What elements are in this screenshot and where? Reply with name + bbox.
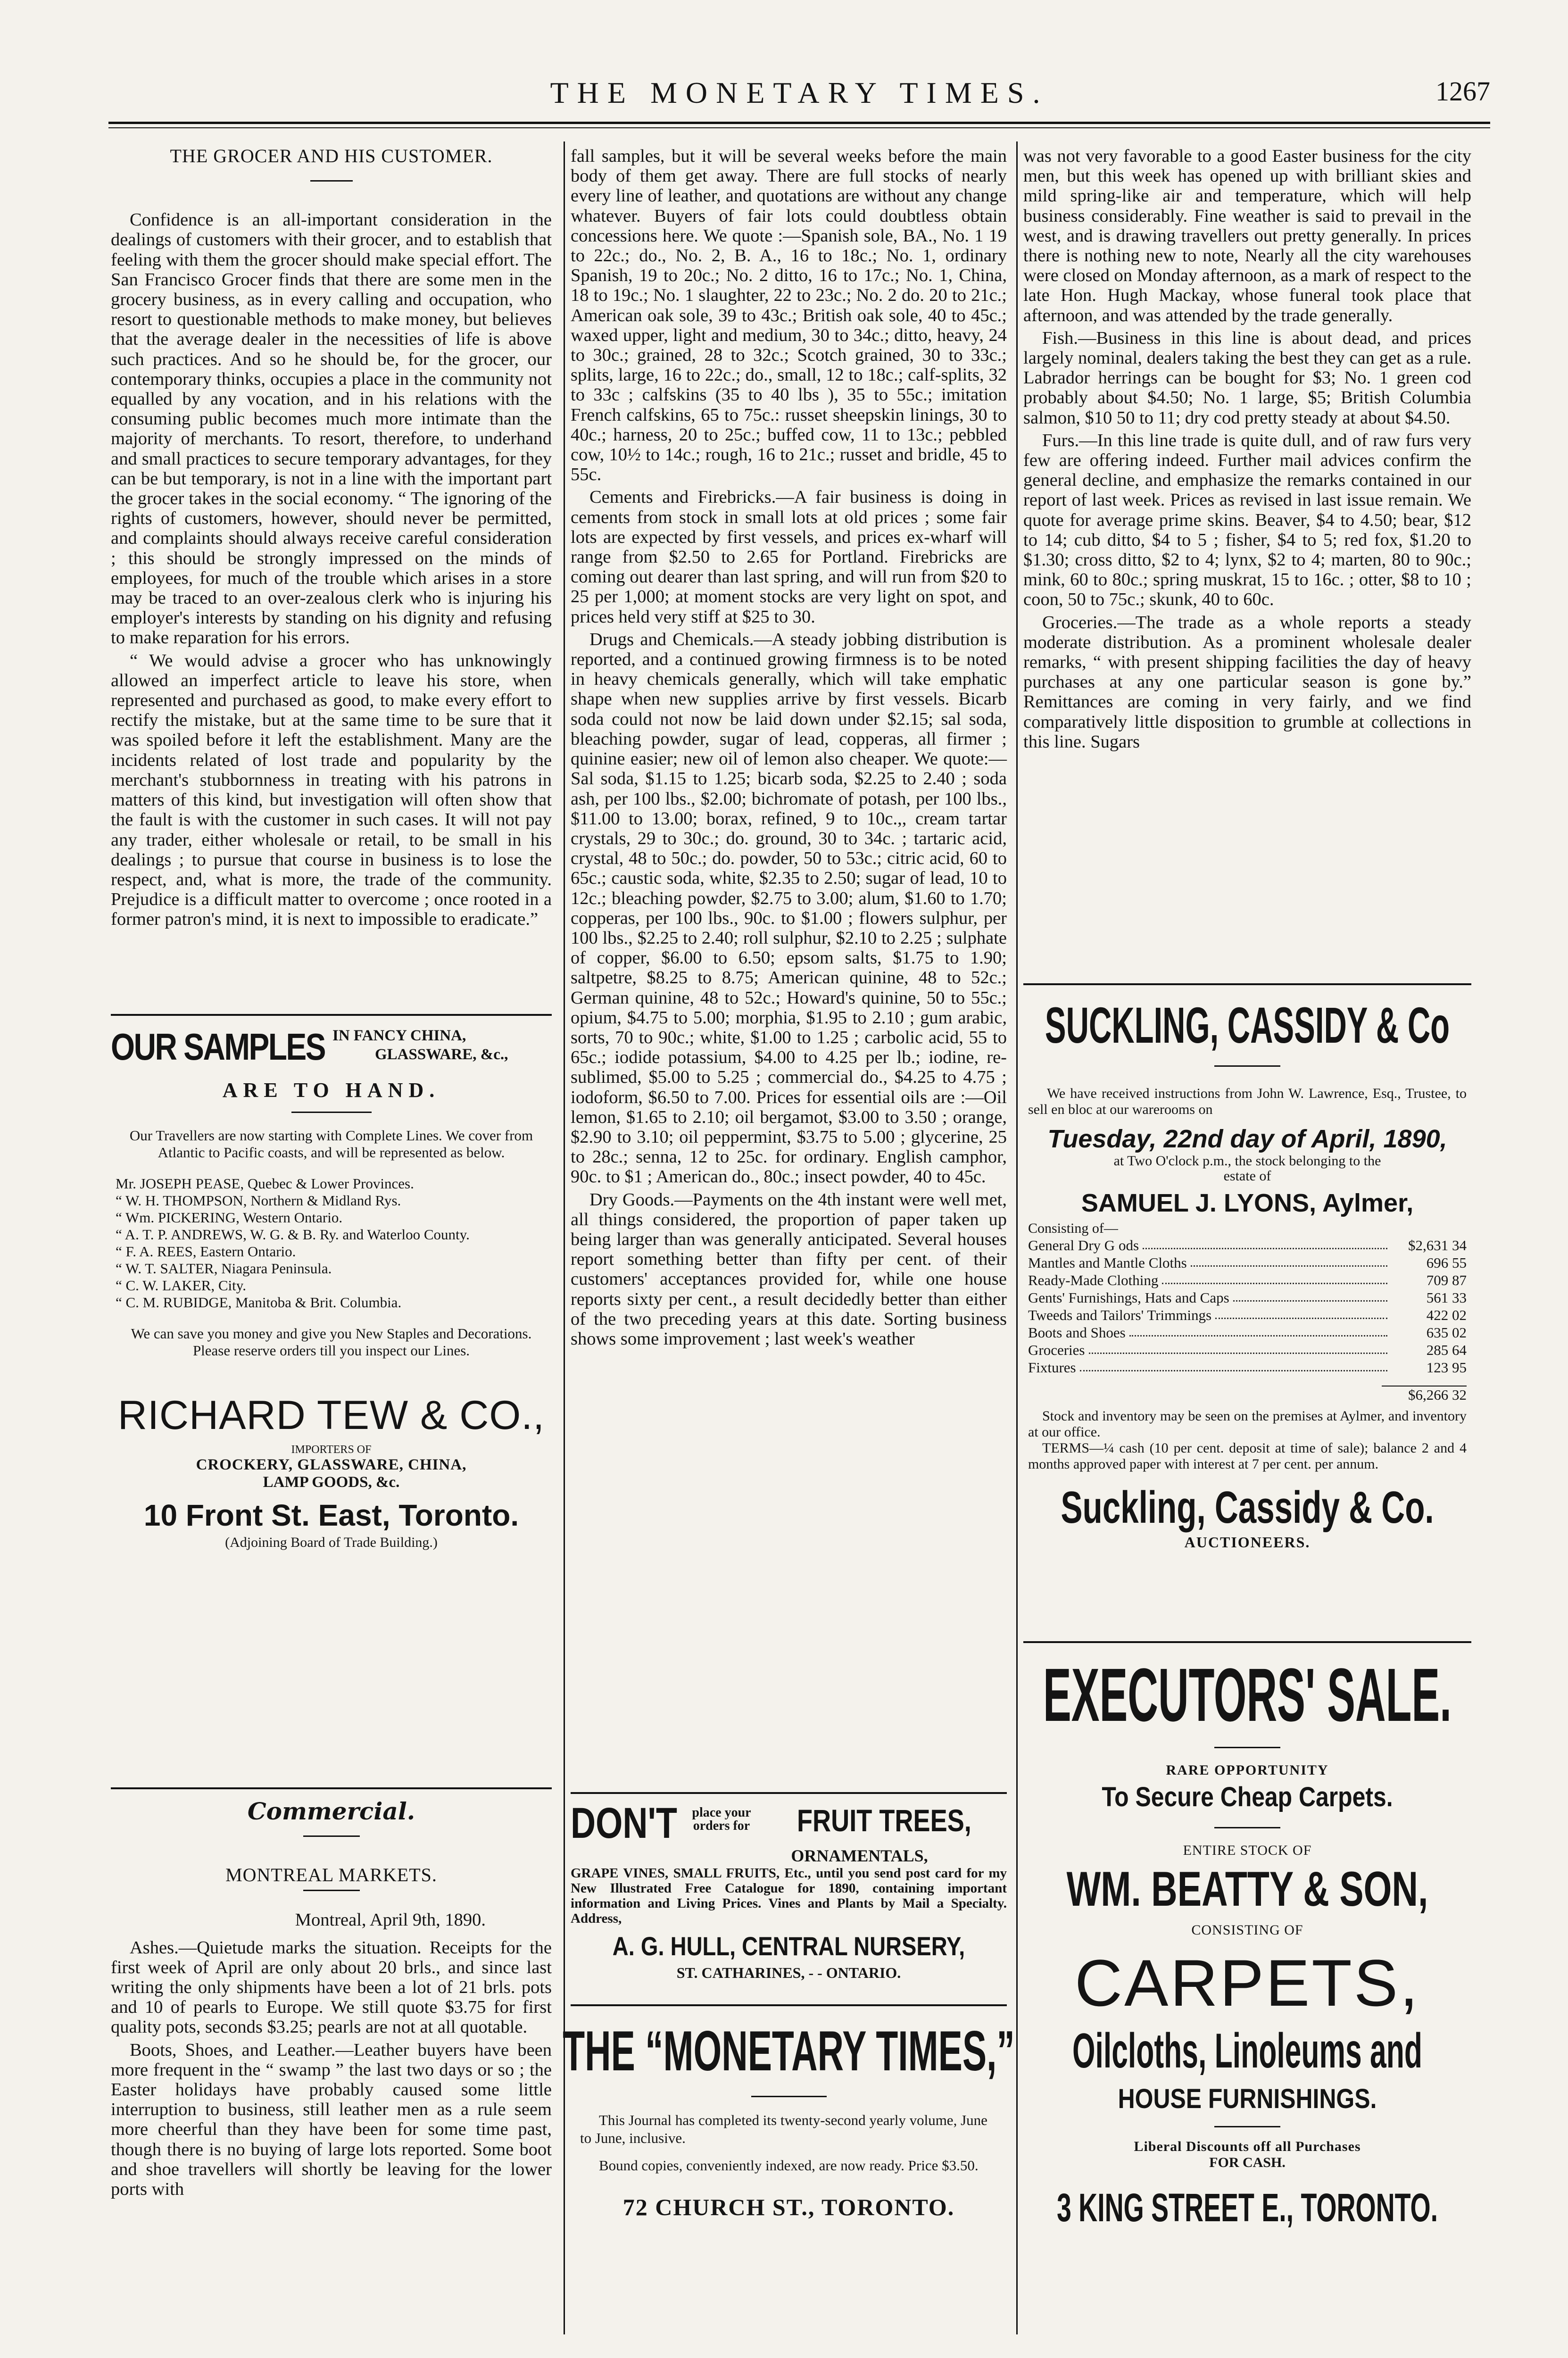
- hull-advertisement: [571, 1792, 1007, 1997]
- boots-paragraph: Boots, Shoes, and Leather.—Leather buyers have been more frequent in the “ swamp ” the last two days or so ; the Easter holidays have probably caused some little interruption to business, still leather men as a rule seem more cheerful than they have been for some time past, though there is no buying of large lots reported. Some boot and shoe travellers will shortly be leaving for the lower ports with: [111, 2040, 552, 2200]
- short-rule: [1214, 1827, 1280, 1828]
- traveller-item: Mr. JOSEPH PEASE, Quebec & Lower Provinces.: [116, 1175, 414, 1192]
- cements-paragraph: Cements and Firebricks.—A fair business is doing in cements from stock in small lots at old prices ; some fair lots are expected by first vessels, and prices ex-wharf will range from $2.50 to 2.65 for Portland. Firebricks are coming out dearer than last spring, and will run from $20 to 25 per 1,000; at moment stocks are very light on spot, and prices held very stiff at $25 to 30.: [571, 487, 1007, 627]
- dry-goods-paragraph: Dry Goods.—Payments on the 4th instant were well met, all things considered, the proportion of paper taken up being larger than was generally anticipated. Several houses report something better than fifty per cent. of their customers' acceptances provided for, while one house reports sixty per cent., a result decidedly better than either of the two preceding years at this date. Sorting business shows some improvement ; last week's weather: [571, 1189, 1007, 1349]
- samples-subtitle: ARE TO HAND.: [222, 1079, 440, 1102]
- suckling-head: SUCKLING, CASSIDY & Co: [1045, 996, 1450, 1054]
- short-rule: [310, 180, 353, 182]
- tew-advertisement: [111, 1392, 552, 1551]
- ashes-paragraph: Ashes.—Quietude marks the situation. Receipts for the first week of April are only about 20 brls., and since last writing the only shipments have been a lot of 21 brls. pots and 10 of pearls to Europe. We still quote $3.75 for first quality pots, seconds $3.25; pearls are not at all quotable.: [111, 1937, 552, 2037]
- inventory-row: Boots and Shoes 635 02: [1028, 1324, 1467, 1341]
- short-rule: [1214, 1747, 1280, 1748]
- markets-heading: MONTREAL MARKETS.: [225, 1864, 437, 1886]
- mt-paragraph-2: Bound copies, conveniently indexed, are now ready. Price $3.50.: [599, 2157, 979, 2174]
- executors-address: 3 KING STREET E., TORONTO.: [1056, 2185, 1438, 2230]
- suckling-estate: SAMUEL J. LYONS, Aylmer,: [1081, 1189, 1414, 1217]
- column-1: [111, 146, 552, 932]
- inventory-row: Gents' Furnishings, Hats and Caps 561 33: [1028, 1289, 1467, 1306]
- tew-line-3: LAMP GOODS, &c.: [263, 1474, 400, 1491]
- suckling-time: at Two O'clock p.m., the stock belonging to the estate of: [1113, 1153, 1381, 1184]
- traveller-item: “ C. W. LAKER, City.: [116, 1277, 247, 1294]
- executors-advertisement: [1023, 1641, 1471, 2313]
- traveller-item: “ W. T. SALTER, Niagara Peninsula.: [116, 1260, 332, 1277]
- commercial-heading: Commercial.: [247, 1797, 415, 1825]
- hull-name: A. G. HULL, CENTRAL NURSERY,: [612, 1931, 965, 1961]
- executors-entire: ENTIRE STOCK OF: [1183, 1843, 1312, 1858]
- inventory-total: $6,266 32: [1382, 1386, 1467, 1403]
- inventory-list: [1028, 1237, 1467, 1403]
- mt-address: 72 CHURCH ST., TORONTO.: [622, 2194, 955, 2220]
- column-rule-2: [1016, 141, 1018, 2334]
- suckling-intro: We have received instructions from John W. Lawrence, Esq., Trustee, to sell en bloc at our warerooms on: [1028, 1086, 1467, 1117]
- masthead: [108, 71, 1490, 113]
- executors-rare: RARE OPPORTUNITY: [1166, 1762, 1329, 1778]
- executors-house: HOUSE FURNISHINGS.: [1118, 2084, 1377, 2114]
- suckling-consisting: Consisting of—: [1028, 1221, 1118, 1236]
- monetary-times-advertisement: [563, 2004, 1015, 2313]
- executors-firm: WM. BEATTY & SON,: [1066, 1862, 1428, 1917]
- executors-cheap: To Secure Cheap Carpets.: [1102, 1782, 1393, 1812]
- grocer-paragraph-1: Confidence is an all-important consideration in the dealings of customers with their grocer, and to establish that feeling with them the grocer should make special effort. The San Francisco Grocer finds that there are some men in the grocery business, as in every calling and occupation, who resort to questionable methods to make money, but believes that the average dealer in the necessities of life is above such practices. And so he should be, for the grocer, our contemporary thinks, occupies a place in the community not equalled by any vocation, and in his relations with the consuming public becomes much more intimate than the majority of merchants. To resort, therefore, to underhand and small practices to secure temporary advantages, for they can be but temporary, is not in a line with the important part the grocer takes in the social economy. “ The ignoring of the rights of customers, however, should never be permitted, and complaints should always receive careful consideration ; this should be strongly impressed on the minds of employees, for much of the trouble which arises in a store may be traced to an over-zealous clerk who is injuring his employer's interests by standing on his dignity and refusing to make reparation for his errors.: [111, 210, 552, 648]
- mt-title: THE “MONETARY TIMES,”: [563, 2019, 1015, 2083]
- tew-address: 10 Front St. East, Toronto.: [143, 1498, 519, 1532]
- samples-closing: We can save you money and give you New Staples and Decorations. Please reserve orders till you inspect our Lines.: [131, 1325, 532, 1359]
- leather-continued: fall samples, but it will be several weeks before the main body of them get away. There are full stocks of nearly every line of leather, and quotations are without any change whatever. Buyers of fair lots could doubtless obtain concessions here. We quote :—Spanish sole, BA., No. 1 19 to 22c.; do., No. 2, B. A., 16 to 18c.; No. 1, ordinary Spanish, 19 to 20c.; No. 2 ditto, 16 to 17c.; No. 1, China, 18 to 19c.; No. 1 slaughter, 22 to 23c.; No. 2 do. 20 to 21c.; American oak sole, 39 to 43c.; British oak sole, 40 to 45c.; waxed upper, light and medium, 30 to 34c.; ditto, heavy, 24 to 30c.; grained, 28 to 32c.; Scotch grained, 30 to 33c.; splits, large, 16 to 22c.; do., small, 12 to 18c.; calf-splits, 32 to 33c ; calfskins (35 to 40 lbs ), 35 to 55c.; imitation French calfskins, 65 to 75c.: russet sheepskin linings, 30 to 40c.; harness, 20 to 25c.; buffed cow, 11 to 13c.; pebbled cow, 10½ to 14c.; rough, 16 to 21c.; russet and bridle, 45 to 55c.: [571, 146, 1007, 485]
- masthead-rule: [108, 122, 1490, 124]
- executors-head: EXECUTORS' SALE.: [1043, 1652, 1452, 1737]
- column-1-lower: [111, 1797, 552, 2202]
- inventory-row: Mantles and Mantle Cloths 696 55: [1028, 1254, 1467, 1271]
- inventory-row: Groceries 285 64: [1028, 1342, 1467, 1358]
- samples-side-1: IN FANCY CHINA,: [332, 1027, 466, 1044]
- weather-continued: was not very favorable to a good Easter business for the city men, but this week has opened up with brilliant skies and mild spring-like air and temperature, which will help business considerably. Fine weather is said to prevail in the west, and is drawing travellers out pretty generally. In prices there is nothing new to note, Nearly all the city warehouses were closed on Monday afternoon, as a mark of respect to the late Hon. Hugh Mackay, whose funeral took place that afternoon, and was attended by the trade generally.: [1023, 146, 1471, 325]
- suckling-notes: Stock and inventory may be seen on the premises at Aylmer, and inventory at our office.: [1028, 1408, 1467, 1440]
- executors-consisting: CONSISTING OF: [1191, 1922, 1303, 1938]
- article-heading-grocer: THE GROCER AND HIS CUSTOMER.: [170, 145, 493, 166]
- grocer-paragraph-2: “ We would advise a grocer who has unknowingly allowed an imperfect article to leave his store, when represented and purchased as good, to make every effort to rectify the mistake, but at the same time to be sure that it was spoiled before it left the establishment. Many are the incidents related of lost trade and popularity by the merchant's stubbornness in treating with his patrons in matters of this kind, but investigation will often show that the fault is with the customer in such cases. It will not pay any trader, either wholesale or retail, to be small in his dealings ; to pursue that course in business is to lose the respect, and, what is more, the trade of the community. Prejudice is a difficult matter to overcome ; once rooted in a former patron's mind, it is next to impossible to eradicate.”: [111, 650, 552, 930]
- samples-big-title: OUR SAMPLES: [111, 1026, 325, 1068]
- inventory-row: General Dry G ods $2,631 34: [1028, 1237, 1467, 1254]
- hull-ornamentals: ORNAMENTALS,: [791, 1846, 928, 1865]
- fish-paragraph: Fish.—Business in this line is about dead, and prices largely nominal, dealers taking the best they can get as a rule. Labrador herrings can be bought for $3; No. 1 green cod probably about $4.50; No. 1 large, $5; British Columbia salmon, $10 50 to 11; dry cod pretty steady at about $4.50.: [1023, 328, 1471, 428]
- samples-side-2: GLASSWARE, &c.,: [375, 1046, 508, 1063]
- drugs-paragraph: Drugs and Chemicals.—A steady jobbing distribution is reported, and a continued growing firmness is to be noted in heavy chemicals generally, which will take emphatic shape when new supplies arrive by first vessels. Bicarb soda could not now be laid down under $2.15; sal soda, bleaching powder, sugar of lead, copperas, all firmer ; quinine easier; new oil of lemon also cheaper. We quote:—Sal soda, $1.15 to 1.25; bicarb soda, $2.25 to 2.40 ; soda ash, per 100 lbs., $2.00; bichromate of potash, per 100 lbs., $11.00 to 13.00; borax, refined, 9 to 10c.,, cream tartar crystals, 29 to 30c.; do. ground, 30 to 34c. ; tartaric acid, crystal, 48 to 50c.; do. powder, 50 to 53c.; citric acid, 60 to 65c.; caustic soda, white, $2.35 to 2.50; sugar of lead, 10 to 12c.; bleaching powder, $2.75 to 3.00; alum, $1.60 to 1.70; copperas, per 100 lbs., 90c. to $1.00 ; flowers sulphur, per 100 lbs., $2.25 to 2.40; roll sulphur, $2.10 to 2.25 ; sulphate of copper, $6.00 to 6.50; epsom salts, $1.75 to 1.90; saltpetre, $8.25 to 8.75; American quinine, 48 to 52c.; German quinine, 48 to 52c.; Howard's quinine, 50 to 55c.; opium, $4.75 to 5.00; morphia, $1.95 to 2.10 ; gum arabic, sorts, 70 to 90c.; white, $1.00 to 1.25 ; carbolic acid, 55 to 65c.; iodide potassium, $4.00 to 4.25 per lb.; iodine, re-sublimed, $5.00 to 5.25 ; commercial do., $4.25 to 4.75 ; iodoform, $6.50 to 7.00. Prices for essential oils are :—Oil lemon, $1.65 to 2.10; oil bergamot, $3.00 to 3.50 ; orange, $2.90 to 3.10; oil peppermint, $3.75 to 5.00 ; glycerine, 25 to 28c.; senna, 12 to 25c. for ordinary. English camphor, 90c. to $1 ; American do., 80c.; insect powder, 40 to 45c.: [571, 629, 1007, 1187]
- samples-rule: [291, 1112, 372, 1113]
- executors-oil: Oilcloths, Linoleums and: [1072, 2024, 1422, 2078]
- executors-cash: FOR CASH.: [1209, 2155, 1286, 2170]
- suckling-signature: Suckling, Cassidy & Co.: [1061, 1482, 1434, 1533]
- suckling-role: AUCTIONEERS.: [1184, 1534, 1311, 1551]
- traveller-item: “ W. H. THOMPSON, Northern & Midland Rys.: [116, 1192, 401, 1209]
- furs-paragraph: Furs.—In this line trade is quite dull, and of raw furs very few are offering indeed. Further mail advices confirm the general decline, and emphasize the remarks contained in our report of last week. Prices as revised in last issue remain. We quote for average prime skins. Beaver, $4 to 4.50; bear, $12 to 14; cub ditto, $4 to 5 ; fisher, $4 to 5; red fox, $1.20 to $1.30; cross ditto, $2 to 4; lynx, $2 to 4; marten, 80 to 90c.; mink, 60 to 80c.; spring muskrat, 15 to 16c. ; otter, $8 to 10 ; coon, 50 to 75c.; skunk, 40 to 60c.: [1023, 430, 1471, 610]
- hull-place: ST. CATHARINES, - - ONTARIO.: [676, 1964, 901, 1981]
- tew-note: (Adjoining Board of Trade Building.): [225, 1535, 438, 1550]
- traveller-item: “ C. M. RUBIDGE, Manitoba & Brit. Columbia.: [116, 1294, 402, 1311]
- column-rule-1: [564, 141, 565, 2334]
- inventory-row: Ready-Made Clothing 709 87: [1028, 1272, 1467, 1288]
- tew-name: RICHARD TEW & CO.,: [117, 1393, 545, 1438]
- inventory-row: Fixtures 123 95: [1028, 1359, 1467, 1376]
- hull-fruit: FRUIT TREES,: [797, 1803, 971, 1838]
- executors-carpets: CARPETS,: [1074, 1946, 1420, 2020]
- suckling-date: Tuesday, 22nd day of April, 1890,: [1047, 1125, 1447, 1153]
- short-rule: [303, 1835, 360, 1837]
- suckling-advertisement: [1023, 983, 1471, 1643]
- inventory-row: Tweeds and Tailors' Trimmings 422 02: [1028, 1307, 1467, 1323]
- hull-small: place your orders for: [692, 1805, 751, 1833]
- tew-line-1: IMPORTERS OF: [291, 1444, 372, 1456]
- short-rule: [303, 1890, 360, 1891]
- markets-dateline: Montreal, April 9th, 1890.: [295, 1910, 486, 1930]
- section-rule: [111, 1787, 552, 1789]
- hull-dont: DON'T: [571, 1799, 678, 1847]
- masthead-title: THE MONETARY TIMES.: [550, 76, 1049, 109]
- suckling-terms: TERMS—¼ cash (10 per cent. deposit at time of sale); balance 2 and 4 months approved paper with interest at 7 per cent. per annum.: [1028, 1440, 1467, 1472]
- samples-intro: Our Travellers are now starting with Complete Lines. We cover from Atlantic to Pacific coasts, and will be represented as below.: [129, 1127, 533, 1161]
- mt-paragraph-1: This Journal has completed its twenty-second yearly volume, June to June, inclusive.: [580, 2112, 987, 2146]
- short-rule: [751, 2096, 827, 2097]
- executors-liberal: Liberal Discounts off all Purchases: [1134, 2139, 1361, 2154]
- column-3: [1023, 146, 1471, 755]
- page-number: 1267: [1435, 76, 1490, 107]
- traveller-item: “ F. A. REES, Eastern Ontario.: [116, 1243, 296, 1260]
- traveller-list: [111, 1175, 552, 1311]
- column-2: [571, 146, 1007, 1352]
- short-rule: [1214, 1065, 1280, 1067]
- groceries-paragraph: Groceries.—The trade as a whole reports a steady moderate distribution. As a prominent wholesale dealer remarks, “ with present shipping facilities the day of heavy purchases at any one particular season is gone by.” Remittances are coming in very fairly, and we find comparatively little disposition to grumble at collections in this line. Sugars: [1023, 612, 1471, 752]
- short-rule: [1214, 2126, 1280, 2127]
- traveller-item: “ Wm. PICKERING, Western Ontario.: [116, 1209, 343, 1226]
- traveller-item: “ A. T. P. ANDREWS, W. G. & B. Ry. and Waterloo County.: [116, 1226, 470, 1243]
- masthead-rule-thin: [108, 127, 1490, 128]
- samples-advertisement: [111, 1014, 552, 1780]
- hull-body: GRAPE VINES, SMALL FRUITS, Etc., until you send post card for my New Illustrated Free Catalogue for 1890, containing important information and Living Prices. Vines and Plants by Mail a Specialty. Address,: [571, 1866, 1007, 1926]
- tew-line-2: CROCKERY, GLASSWARE, CHINA,: [196, 1456, 467, 1473]
